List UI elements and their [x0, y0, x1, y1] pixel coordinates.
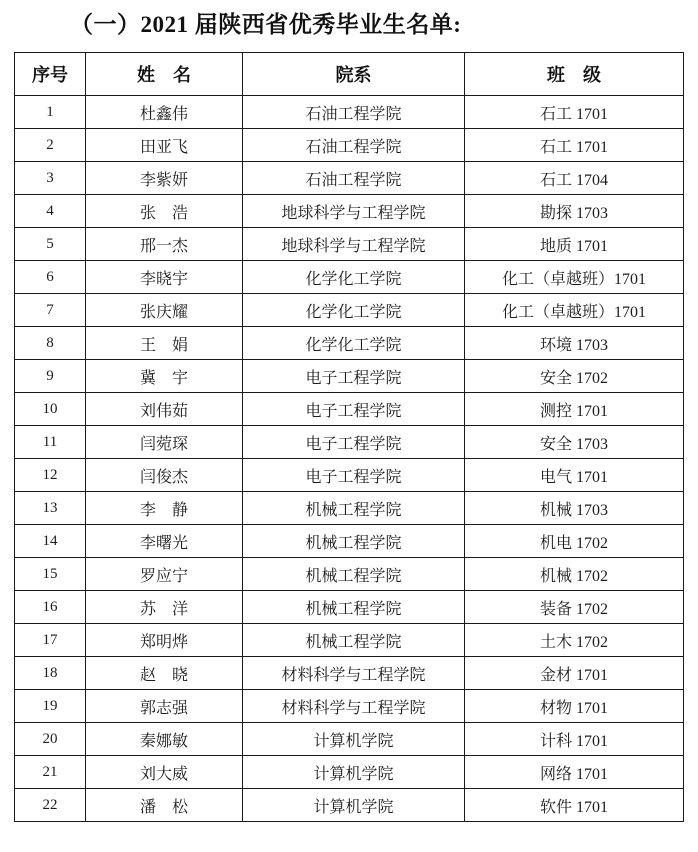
cell-index: 1: [15, 96, 86, 129]
graduates-table: [14, 52, 684, 822]
graduates-table-body: [15, 96, 684, 822]
cell-class: 土木 1702: [465, 624, 684, 657]
cell-department: 计算机学院: [243, 789, 465, 822]
table-row: [15, 690, 684, 723]
table-row: [15, 162, 684, 195]
cell-name: 李曙光: [86, 525, 243, 558]
cell-index: 15: [15, 558, 86, 591]
cell-department: 石油工程学院: [243, 129, 465, 162]
table-row: [15, 327, 684, 360]
cell-class: 电气 1701: [465, 459, 684, 492]
cell-index: 18: [15, 657, 86, 690]
cell-department: 化学化工学院: [243, 327, 465, 360]
cell-name: 田亚飞: [86, 129, 243, 162]
cell-department: 机械工程学院: [243, 492, 465, 525]
cell-name: 郑明烨: [86, 624, 243, 657]
cell-name: 秦娜敏: [86, 723, 243, 756]
table-row: [15, 393, 684, 426]
cell-index: 9: [15, 360, 86, 393]
column-header-department: 院系: [243, 53, 465, 96]
cell-index: 14: [15, 525, 86, 558]
table-row: [15, 624, 684, 657]
cell-name: 李 静: [86, 492, 243, 525]
table-row: [15, 426, 684, 459]
cell-name: 李晓宇: [86, 261, 243, 294]
cell-class: 机械 1703: [465, 492, 684, 525]
cell-department: 地球科学与工程学院: [243, 228, 465, 261]
cell-index: 2: [15, 129, 86, 162]
cell-index: 16: [15, 591, 86, 624]
cell-class: 石工 1701: [465, 129, 684, 162]
table-row: [15, 129, 684, 162]
cell-class: 石工 1701: [465, 96, 684, 129]
table-row: [15, 261, 684, 294]
cell-class: 化工（卓越班）1701: [465, 261, 684, 294]
cell-department: 机械工程学院: [243, 558, 465, 591]
cell-department: 电子工程学院: [243, 360, 465, 393]
cell-department: 石油工程学院: [243, 96, 465, 129]
cell-index: 19: [15, 690, 86, 723]
cell-class: 金材 1701: [465, 657, 684, 690]
cell-department: 电子工程学院: [243, 459, 465, 492]
cell-department: 机械工程学院: [243, 525, 465, 558]
cell-name: 王 娟: [86, 327, 243, 360]
cell-department: 计算机学院: [243, 756, 465, 789]
cell-department: 石油工程学院: [243, 162, 465, 195]
cell-index: 10: [15, 393, 86, 426]
cell-department: 机械工程学院: [243, 624, 465, 657]
cell-index: 12: [15, 459, 86, 492]
cell-department: 地球科学与工程学院: [243, 195, 465, 228]
cell-index: 21: [15, 756, 86, 789]
table-row: [15, 723, 684, 756]
cell-department: 电子工程学院: [243, 393, 465, 426]
cell-name: 张 浩: [86, 195, 243, 228]
cell-class: 材物 1701: [465, 690, 684, 723]
cell-index: 8: [15, 327, 86, 360]
column-header-index: 序号: [15, 53, 86, 96]
cell-class: 石工 1704: [465, 162, 684, 195]
cell-index: 13: [15, 492, 86, 525]
cell-name: 赵 晓: [86, 657, 243, 690]
column-header-name: 姓 名: [86, 53, 243, 96]
cell-name: 刘伟茹: [86, 393, 243, 426]
cell-department: 材料科学与工程学院: [243, 657, 465, 690]
cell-name: 罗应宁: [86, 558, 243, 591]
table-row: [15, 657, 684, 690]
table-row: [15, 492, 684, 525]
cell-name: 邢一杰: [86, 228, 243, 261]
cell-department: 化学化工学院: [243, 294, 465, 327]
cell-department: 电子工程学院: [243, 426, 465, 459]
cell-class: 安全 1702: [465, 360, 684, 393]
cell-class: 勘探 1703: [465, 195, 684, 228]
table-row: [15, 525, 684, 558]
cell-index: 4: [15, 195, 86, 228]
cell-name: 冀 宇: [86, 360, 243, 393]
table-row: [15, 558, 684, 591]
cell-class: 地质 1701: [465, 228, 684, 261]
cell-index: 6: [15, 261, 86, 294]
cell-class: 测控 1701: [465, 393, 684, 426]
cell-name: 闫俊杰: [86, 459, 243, 492]
table-row: [15, 591, 684, 624]
cell-class: 安全 1703: [465, 426, 684, 459]
table-row: [15, 459, 684, 492]
cell-department: 计算机学院: [243, 723, 465, 756]
cell-index: 5: [15, 228, 86, 261]
cell-department: 化学化工学院: [243, 261, 465, 294]
cell-name: 闫菀琛: [86, 426, 243, 459]
cell-class: 装备 1702: [465, 591, 684, 624]
cell-class: 网络 1701: [465, 756, 684, 789]
cell-index: 17: [15, 624, 86, 657]
cell-index: 3: [15, 162, 86, 195]
table-row: [15, 756, 684, 789]
cell-index: 11: [15, 426, 86, 459]
cell-name: 苏 洋: [86, 591, 243, 624]
cell-class: 机械 1702: [465, 558, 684, 591]
table-row: [15, 360, 684, 393]
cell-name: 杜鑫伟: [86, 96, 243, 129]
table-row: [15, 195, 684, 228]
page-title: （一）2021 届陕西省优秀毕业生名单:: [70, 12, 462, 37]
table-row: [15, 789, 684, 822]
cell-department: 机械工程学院: [243, 591, 465, 624]
cell-class: 环境 1703: [465, 327, 684, 360]
column-header-class: 班 级: [465, 53, 684, 96]
cell-index: 7: [15, 294, 86, 327]
cell-class: 机电 1702: [465, 525, 684, 558]
cell-index: 22: [15, 789, 86, 822]
header-row: [15, 53, 684, 96]
cell-name: 郭志强: [86, 690, 243, 723]
cell-name: 张庆耀: [86, 294, 243, 327]
cell-department: 材料科学与工程学院: [243, 690, 465, 723]
cell-class: 计科 1701: [465, 723, 684, 756]
cell-name: 李紫妍: [86, 162, 243, 195]
cell-class: 化工（卓越班）1701: [465, 294, 684, 327]
table-row: [15, 96, 684, 129]
cell-class: 软件 1701: [465, 789, 684, 822]
cell-name: 刘大威: [86, 756, 243, 789]
table-row: [15, 294, 684, 327]
graduates-table-header: [15, 53, 684, 96]
cell-index: 20: [15, 723, 86, 756]
table-row: [15, 228, 684, 261]
cell-name: 潘 松: [86, 789, 243, 822]
